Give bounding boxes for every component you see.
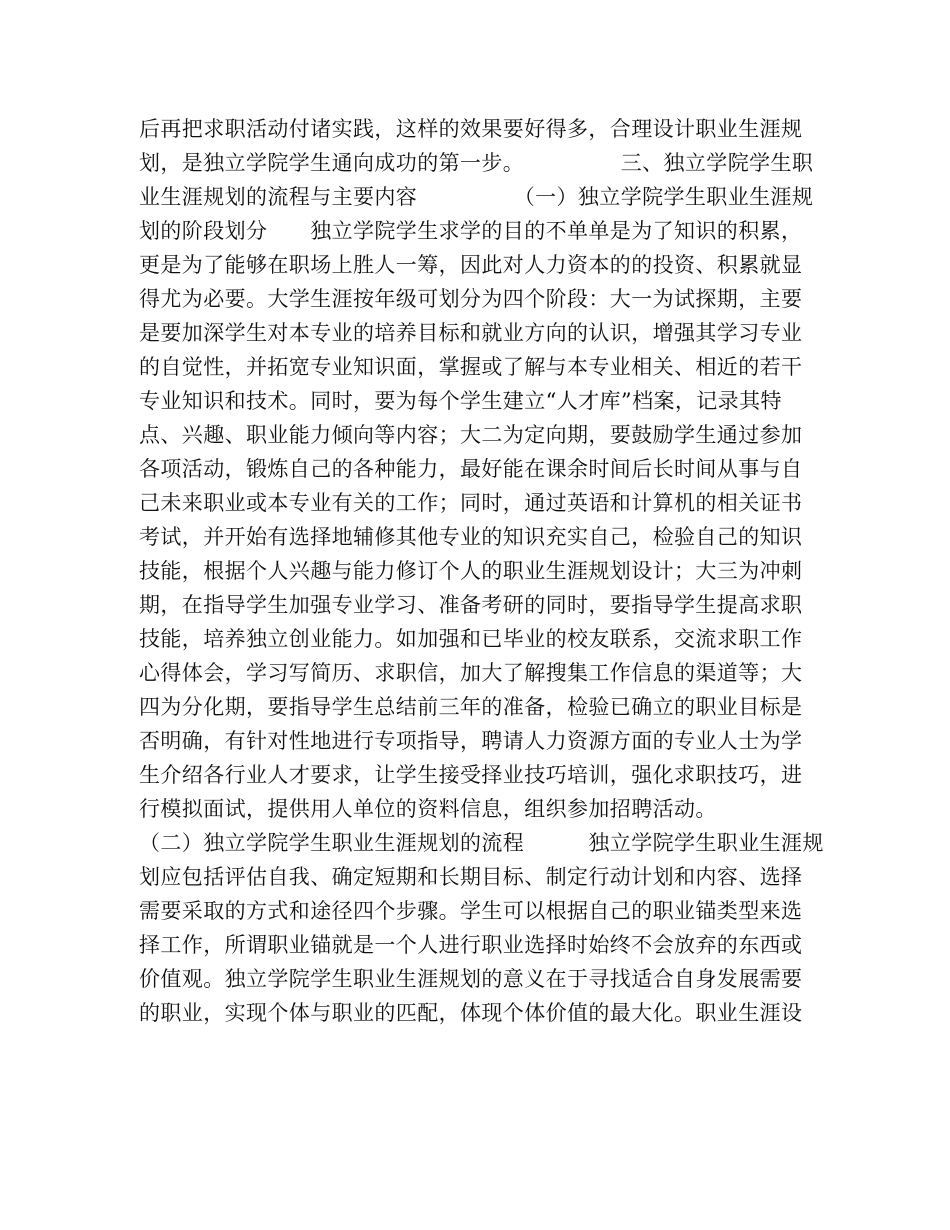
text-line: 技能，根据个人兴趣与能力修订个人的职业生涯规划设计；大三为冲刺 <box>139 559 803 583</box>
text-line: （二）独立学院学生职业生涯规划的流程 独立学院学生职业生涯规 <box>139 831 824 855</box>
text-line: 是要加深学生对本专业的培养目标和就业方向的认识，增强其学习专业 <box>139 321 803 345</box>
text-line: 否明确，有针对性地进行专项指导，聘请人力资源方面的专业人士为学 <box>139 729 803 753</box>
text-line: 价值观。独立学院学生职业生涯规划的意义在于寻找适合自身发展需要 <box>139 967 803 991</box>
text-line: 业生涯规划的流程与主要内容 （一）独立学院学生职业生涯规 <box>139 185 814 209</box>
text-line: 四为分化期，要指导学生总结前三年的准备，检验已确立的职业目标是 <box>139 695 803 719</box>
text-line: 行模拟面试，提供用人单位的资料信息，组织参加招聘活动。 <box>139 797 717 821</box>
text-line: 需要采取的方式和途径四个步骤。学生可以根据自己的职业锚类型来选 <box>139 899 803 923</box>
text-line: 专业知识和技术。同时，要为每个学生建立“人才库”档案，记录其特 <box>139 389 782 413</box>
text-line: 考试，并开始有选择地辅修其他专业的知识充实自己，检验自己的知识 <box>139 525 803 549</box>
text-line: 各项活动，锻炼自己的各种能力，最好能在课余时间后长时间从事与自 <box>139 457 803 481</box>
text-line: 得尤为必要。大学生涯按年级可划分为四个阶段：大一为试探期，主要 <box>139 287 803 311</box>
text-line: 点、兴趣、职业能力倾向等内容；大二为定向期，要鼓励学生通过参加 <box>139 423 803 447</box>
body-text <box>139 112 824 1030</box>
text-line: 期，在指导学生加强专业学习、准备考研的同时，要指导学生提高求职 <box>139 593 803 617</box>
text-line: 己未来职业或本专业有关的工作；同时，通过英语和计算机的相关证书 <box>139 491 803 515</box>
text-line: 择工作，所谓职业锚就是一个人进行职业选择时始终不会放弃的东西或 <box>139 933 803 957</box>
text-line: 后再把求职活动付诸实践，这样的效果要好得多，合理设计职业生涯规 <box>139 117 803 141</box>
text-line: 的自觉性，并拓宽专业知识面，掌握或了解与本专业相关、相近的若干 <box>139 355 803 379</box>
text-line: 更是为了能够在职场上胜人一筹，因此对人力资本的的投资、积累就显 <box>139 253 803 277</box>
text-line: 心得体会，学习写简历、求职信，加大了解搜集工作信息的渠道等；大 <box>139 661 803 685</box>
text-line: 的职业，实现个体与职业的匹配，体现个体价值的最大化。职业生涯设 <box>139 1001 803 1025</box>
text-line: 生介绍各行业人才要求，让学生接受择业技巧培训，强化求职技巧，进 <box>139 763 803 787</box>
text-line: 划应包括评估自我、确定短期和长期目标、制定行动计划和内容、选择 <box>139 865 803 889</box>
text-line: 技能，培养独立创业能力。如加强和已毕业的校友联系，交流求职工作 <box>139 627 803 651</box>
text-line: 划的阶段划分 独立学院学生求学的目的不单单是为了知识的积累， <box>139 219 803 243</box>
text-line: 划，是独立学院学生通向成功的第一步。 三、独立学院学生职 <box>139 151 814 175</box>
